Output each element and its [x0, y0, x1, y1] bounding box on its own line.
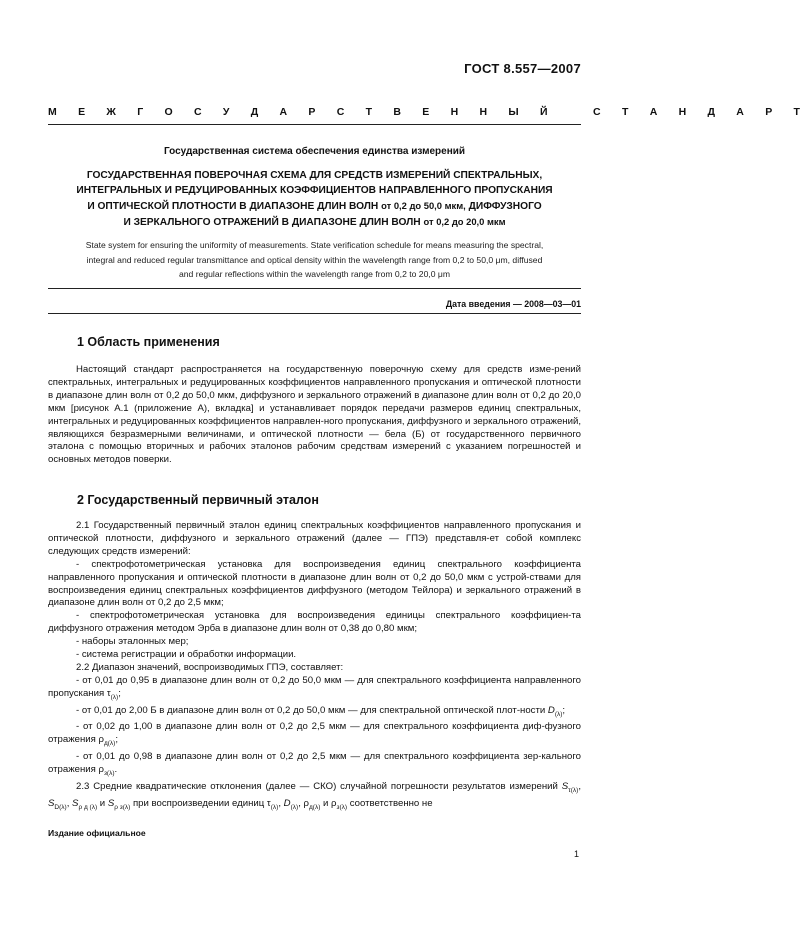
section-1-heading: 1 Область применения — [77, 335, 220, 349]
paragraph-text: 2.3 Средние квадратические отклонения (далее — СКО) случайной погрешности результатов измерений — [76, 780, 558, 792]
formula: $D_{(\lambda)}$; — [547, 704, 566, 718]
range-text: - от 0,01 до 0,98 в диапазоне длин волн от 0,2 до 2,5 мкм — для спектрального коэффициента зер-кального отражения — [48, 751, 581, 776]
section-2-heading: 2 Государственный первичный эталон — [77, 493, 319, 507]
section-1-paragraph: Настоящий стандарт распространяется на государственную поверочную схему для средств изме-рений спектральных, интегральных и редуцированных коэффициентов направленного пропускания и оптической плотности в диапазоне длин волн от 0,2 до 50,0 мкм, диффузного и зеркального отражений в диапазоне длин волн от 0,2 до 20,0 мкм [рисунок А.1 (приложение А), вкладка] и устанавливает порядок передачи размеров единиц спектральных, интегральных и редуцированных коэффициентов направлен-ного пропускания, диффузного и зеркального отражений, являющихся безразмерными величинами, и оптической плотности — бела (Б) от государственного первичного эталона с помощью вторичных и рабочих эталонов рабочим средствам измерений с указанием погрешностей и основных методов поверки. — [48, 364, 581, 466]
title-segment: ДИФФУЗНОГО — [468, 201, 542, 212]
paragraph-text: при воспроизведении единиц — [132, 797, 265, 809]
range-text: - от 0,01 до 0,95 в диапазоне длин волн от 0,2 до 50,0 мкм — для спектрального коэффициента направленного пропускания — [48, 674, 581, 699]
range-text: - от 0,02 до 1,00 в диапазоне длин волн от 0,2 до 2,5 мкм — для спектрального коэффициента диф-фузного отражения — [48, 721, 581, 746]
page-number: 1 — [573, 849, 579, 859]
title-line: ИНТЕГРАЛЬНЫХ И РЕДУЦИРОВАННЫХ КОЭФФИЦИЕНТОВ НАПРАВЛЕННОГО ПРОПУСКАНИЯ — [76, 185, 553, 196]
paragraph-2-1: 2.1 Государственный первичный эталон единиц спектральных коэффициентов направленного пропускания и оптической плотности, диффузного и зеркального отражений (далее — ГПЭ) представля-ет собой комплекс следующих средств измерений: — [48, 520, 581, 557]
section-2-body — [48, 520, 581, 814]
document-title — [48, 168, 581, 230]
english-title — [48, 238, 581, 282]
list-item: - наборы эталонных мер; — [76, 636, 189, 648]
system-title: Государственная система обеспечения единства измерений — [163, 146, 466, 157]
formula: $\rho_{д(\lambda)}$; — [98, 734, 118, 748]
range-item — [48, 675, 581, 705]
title-rule — [48, 288, 581, 289]
paragraph-2-3 — [48, 781, 581, 815]
range-item — [48, 751, 581, 781]
official-edition-label: Издание официальное — [48, 828, 146, 838]
list-item: - система регистрации и обработки информации. — [76, 649, 297, 661]
paragraph-2-2: 2.2 Диапазон значений, воспроизводимых ГПЭ, составляет: — [76, 661, 344, 673]
section-1-body — [48, 364, 581, 467]
date-rule — [48, 313, 581, 314]
english-line: integral and reduced regular transmittance and optical density within the wavelength range from 0,2 to 50,0 μm, diffused — [86, 254, 543, 265]
interstate-standard-banner: М Е Ж Г О С У Д А Р С Т В Е Н Н Ы Й С Т А Н Д А Р Т — [48, 106, 809, 118]
list-item: - спектрофотометрическая установка для воспроизведения единиц спектрального коэффициента направленного пропускания и оптической плотности в диапазоне длин волн от 0,2 до 50,0 мкм с устрой-ствами для воспроизведения единиц спектральных коэффициентов диффузного (методом Тейлора) и зеркального отражений в диапазоне длин волн от 0,2 до 2,5 мкм; — [48, 558, 581, 609]
formula: $\tau_{(\lambda)}$; — [106, 687, 121, 701]
title-segment: от 0,2 до 50,0 мкм, — [381, 200, 466, 211]
title-segment: от 0,2 до 20,0 мкм — [423, 216, 506, 227]
list-item: - спектрофотометрическая установка для воспроизведения единицы спектрального коэффициен-та диффузного отражения методом Эрба в диапазоне длин волн от 0,38 до 0,80 мкм; — [48, 610, 581, 635]
formula: $\tau_{(\lambda)}$, $D_{(\lambda)}$, $\rho_{д(\lambda)}$ и $\rho_{з(\lambda)}$ — [266, 797, 348, 811]
formula: $\rho_{з(\lambda)}$. — [98, 764, 118, 777]
range-text: - от 0,01 до 2,00 Б в диапазоне длин волн от 0,2 до 50,0 мкм — для спектральной оптической плот-ности — [76, 704, 546, 716]
english-line: and regular reflections within the wavelength range from 0,2 to 20,0 μm — [178, 269, 451, 279]
range-item — [48, 721, 581, 751]
title-line — [48, 198, 581, 214]
title-segment: И ЗЕРКАЛЬНОГО ОТРАЖЕНИЙ В ДИАПАЗОНЕ ДЛИН ВОЛН — [123, 217, 421, 228]
range-item — [48, 705, 581, 722]
english-line: State system for ensuring the uniformity of measurements. State verification schedule for means measuring the spectral, — [85, 240, 544, 250]
introduction-date: Дата введения — 2008—03—01 — [445, 299, 581, 309]
gost-number: ГОСТ 8.557—2007 — [464, 61, 581, 76]
title-line — [48, 214, 581, 230]
formula: $S_{\tau(\lambda)}$, $S_{D(\lambda)}$, $S_{\rho д (\lambda)}$ и $S_{\rho з(\lambda)}$ — [48, 780, 581, 811]
paragraph-text: соответственно не — [349, 797, 433, 809]
title-line: ГОСУДАРСТВЕННАЯ ПОВЕРОЧНАЯ СХЕМА ДЛЯ СРЕДСТВ ИЗМЕРЕНИЙ СПЕКТРАЛЬНЫХ, — [86, 170, 543, 181]
title-segment: И ОПТИЧЕСКОЙ ПЛОТНОСТИ В ДИАПАЗОНЕ ДЛИН ВОЛН — [87, 201, 379, 212]
header-rule — [48, 124, 581, 125]
